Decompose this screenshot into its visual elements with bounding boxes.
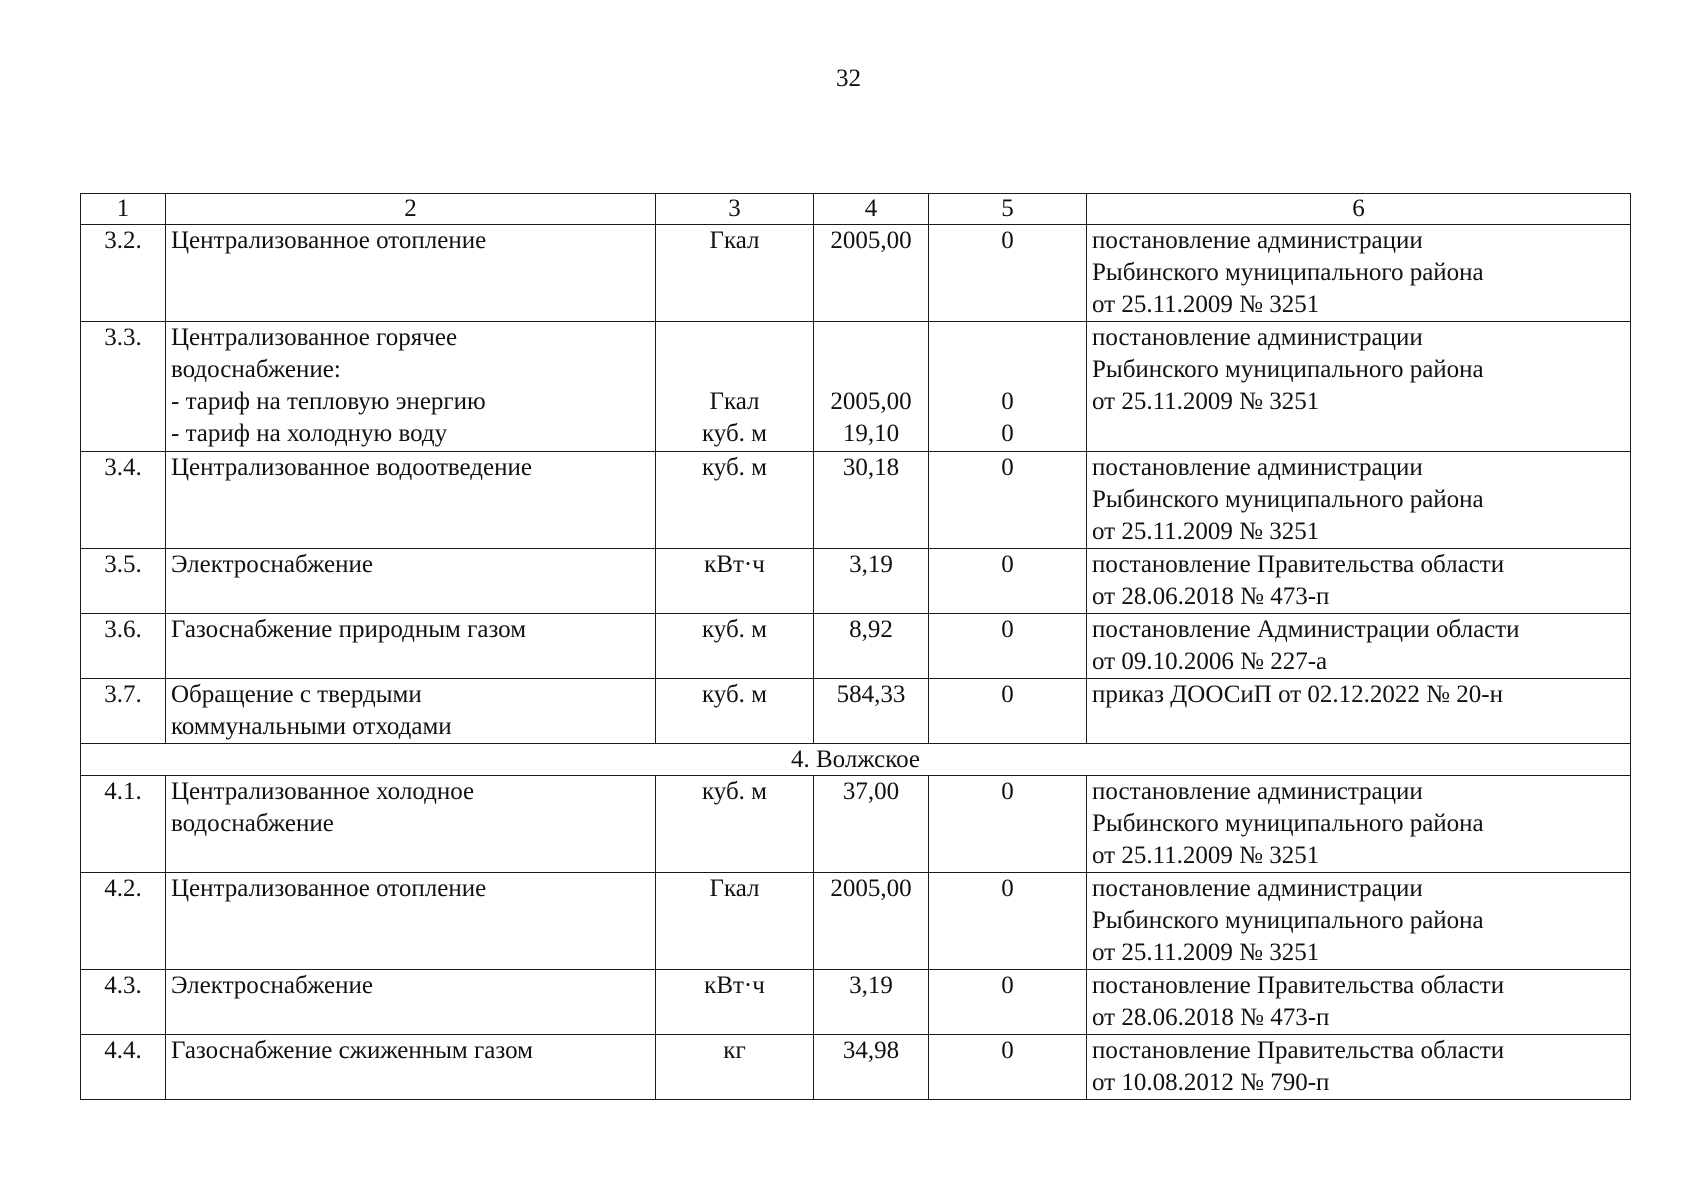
col5-cell-line: 0 <box>1001 681 1014 708</box>
col5-cell <box>929 776 1087 873</box>
value-cell <box>814 679 929 744</box>
service-name-cell-line: Обращение с твердыми <box>171 681 422 708</box>
col5-cell-line <box>934 354 1081 386</box>
service-name-cell <box>166 776 656 873</box>
unit-cell <box>656 776 814 873</box>
service-name-cell-line: Централизованное холодное <box>171 778 475 805</box>
service-name-cell-line: Централизованное водоотведение <box>171 454 532 481</box>
unit-cell <box>656 614 814 679</box>
col5-cell-line: 0 <box>1001 1037 1014 1064</box>
value-cell <box>814 225 929 322</box>
row-number-cell: 4.2. <box>81 873 166 970</box>
unit-cell-line: кВт·ч <box>704 551 765 578</box>
unit-cell-line: кВт·ч <box>704 972 765 999</box>
document-reference-cell <box>1087 970 1631 1035</box>
col5-cell-line: 0 <box>1001 875 1014 902</box>
unit-cell-line <box>661 354 808 386</box>
service-name-cell-line: - тариф на тепловую энергию <box>171 388 486 415</box>
document-reference-cell-line: от 28.06.2018 № 473-п <box>1092 1004 1330 1031</box>
service-name-cell-line: Централизованное горячее <box>171 324 458 351</box>
row-number-cell: 3.6. <box>81 614 166 679</box>
unit-cell <box>656 970 814 1035</box>
unit-cell-line <box>661 322 808 354</box>
table-row <box>81 322 1631 452</box>
service-name-cell <box>166 970 656 1035</box>
table-row <box>81 776 1631 873</box>
document-reference-cell-line: постановление Правительства области <box>1092 551 1505 578</box>
value-cell <box>814 549 929 614</box>
row-number-cell: 3.3. <box>81 322 166 452</box>
table-row <box>81 452 1631 549</box>
table-row <box>81 873 1631 970</box>
value-cell <box>814 776 929 873</box>
document-reference-cell-line: постановление Правительства области <box>1092 972 1505 999</box>
row-number-cell: 3.2. <box>81 225 166 322</box>
value-cell-line: 2005,00 <box>830 875 912 902</box>
row-number-cell: 3.7. <box>81 679 166 744</box>
document-reference-cell-line: постановление администрации <box>1092 324 1423 351</box>
document-reference-cell-line: постановление администрации <box>1092 227 1423 254</box>
document-reference-cell-line: постановление администрации <box>1092 778 1423 805</box>
document-reference-cell-line: от 25.11.2009 № 3251 <box>1092 388 1320 415</box>
document-reference-cell-line: Рыбинского муниципального района <box>1092 356 1484 383</box>
value-cell-line <box>819 322 923 354</box>
col5-cell <box>929 970 1087 1035</box>
unit-cell <box>656 679 814 744</box>
row-number-cell: 4.3. <box>81 970 166 1035</box>
service-name-cell <box>166 679 656 744</box>
value-cell-line: 2005,00 <box>830 388 912 415</box>
document-reference-cell-line: Рыбинского муниципального района <box>1092 486 1484 513</box>
document-reference-cell-line: постановление Правительства области <box>1092 1037 1505 1064</box>
header-cell: 4 <box>814 194 929 225</box>
section-header-row <box>81 744 1631 776</box>
service-name-cell-line: водоснабжение <box>171 810 334 837</box>
unit-cell-line: куб. м <box>701 420 767 447</box>
service-name-cell <box>166 1035 656 1100</box>
service-name-cell-line: водоснабжение: <box>171 356 341 383</box>
document-reference-cell-line: Рыбинского муниципального района <box>1092 810 1484 837</box>
service-name-cell <box>166 614 656 679</box>
unit-cell <box>656 452 814 549</box>
value-cell-line: 3,19 <box>849 972 893 999</box>
service-name-cell <box>166 225 656 322</box>
col5-cell <box>929 679 1087 744</box>
document-reference-cell-line: от 25.11.2009 № 3251 <box>1092 518 1320 545</box>
value-cell-line: 3,19 <box>849 551 893 578</box>
col5-cell-line: 0 <box>1001 616 1014 643</box>
document-reference-cell <box>1087 873 1631 970</box>
document-reference-cell-line: постановление Администрации области <box>1092 616 1520 643</box>
col5-cell-line: 0 <box>1001 454 1014 481</box>
document-reference-cell-line: постановление администрации <box>1092 454 1423 481</box>
document-reference-cell-line: от 28.06.2018 № 473-п <box>1092 583 1330 610</box>
document-reference-cell-line: Рыбинского муниципального района <box>1092 259 1484 286</box>
service-name-cell-line: коммунальными отходами <box>171 713 452 740</box>
document-reference-cell <box>1087 549 1631 614</box>
unit-cell-line: куб. м <box>701 616 767 643</box>
document-reference-cell-line: от 10.08.2012 № 790-п <box>1092 1069 1330 1096</box>
document-reference-cell-line: приказ ДООСиП от 02.12.2022 № 20-н <box>1092 681 1503 708</box>
document-reference-cell-line: от 09.10.2006 № 227-а <box>1092 648 1328 675</box>
unit-cell <box>656 225 814 322</box>
unit-cell <box>656 1035 814 1100</box>
tariff-table <box>80 193 1631 1100</box>
value-cell <box>814 970 929 1035</box>
service-name-cell <box>166 452 656 549</box>
col5-cell-line: 0 <box>1001 388 1014 415</box>
document-reference-cell <box>1087 679 1631 744</box>
header-cell: 2 <box>166 194 656 225</box>
value-cell-line: 19,10 <box>842 420 900 447</box>
section-title: 4. Волжское <box>81 744 1631 776</box>
table-row <box>81 614 1631 679</box>
table-row <box>81 679 1631 744</box>
table-row <box>81 970 1631 1035</box>
unit-cell <box>656 873 814 970</box>
col5-cell <box>929 1035 1087 1100</box>
document-reference-cell <box>1087 452 1631 549</box>
row-number-cell: 4.1. <box>81 776 166 873</box>
document-reference-cell <box>1087 322 1631 452</box>
document-reference-cell-line: от 25.11.2009 № 3251 <box>1092 939 1320 966</box>
page-number: 32 <box>836 65 861 92</box>
document-reference-cell-line: Рыбинского муниципального района <box>1092 907 1484 934</box>
row-number-cell: 3.4. <box>81 452 166 549</box>
value-cell-line <box>819 354 923 386</box>
service-name-cell <box>166 549 656 614</box>
service-name-cell-line: - тариф на холодную воду <box>171 420 448 447</box>
value-cell <box>814 614 929 679</box>
unit-cell-line: Гкал <box>709 227 760 254</box>
header-cell: 3 <box>656 194 814 225</box>
value-cell-line: 30,18 <box>842 454 900 481</box>
col5-cell <box>929 225 1087 322</box>
document-reference-cell-line: от 25.11.2009 № 3251 <box>1092 291 1320 318</box>
service-name-cell-line: Централизованное отопление <box>171 875 487 902</box>
value-cell-line: 34,98 <box>842 1037 900 1064</box>
row-number-cell: 4.4. <box>81 1035 166 1100</box>
service-name-cell-line: Газоснабжение природным газом <box>171 616 527 643</box>
document-reference-cell-line: от 25.11.2009 № 3251 <box>1092 842 1320 869</box>
document-reference-cell <box>1087 614 1631 679</box>
unit-cell-line: куб. м <box>701 778 767 805</box>
col5-cell-line: 0 <box>1001 227 1014 254</box>
col5-cell-line: 0 <box>1001 972 1014 999</box>
unit-cell-line: кг <box>723 1037 746 1064</box>
table-row <box>81 225 1631 322</box>
col5-cell-line: 0 <box>1001 551 1014 578</box>
col5-cell-line <box>934 322 1081 354</box>
unit-cell-line: Гкал <box>709 875 760 902</box>
service-name-cell-line: Электроснабжение <box>171 972 373 999</box>
col5-cell-line: 0 <box>1001 778 1014 805</box>
value-cell <box>814 1035 929 1100</box>
table-row <box>81 1035 1631 1100</box>
document-reference-cell <box>1087 776 1631 873</box>
value-cell-line: 2005,00 <box>830 227 912 254</box>
col5-cell <box>929 614 1087 679</box>
service-name-cell-line: Газоснабжение сжиженным газом <box>171 1037 533 1064</box>
col5-cell <box>929 873 1087 970</box>
value-cell <box>814 322 929 452</box>
document-reference-cell <box>1087 225 1631 322</box>
document-reference-cell-line: постановление администрации <box>1092 875 1423 902</box>
unit-cell <box>656 322 814 452</box>
col5-cell <box>929 322 1087 452</box>
service-name-cell <box>166 322 656 452</box>
service-name-cell <box>166 873 656 970</box>
column-number-header-row <box>81 194 1631 225</box>
unit-cell-line: куб. м <box>701 454 767 481</box>
col5-cell <box>929 452 1087 549</box>
unit-cell-line: куб. м <box>701 681 767 708</box>
unit-cell-line: Гкал <box>709 388 760 415</box>
row-number-cell: 3.5. <box>81 549 166 614</box>
col5-cell-line: 0 <box>1001 420 1014 447</box>
service-name-cell-line: Централизованное отопление <box>171 227 487 254</box>
col5-cell <box>929 549 1087 614</box>
document-reference-cell <box>1087 1035 1631 1100</box>
unit-cell <box>656 549 814 614</box>
value-cell-line: 37,00 <box>842 778 900 805</box>
table-row <box>81 549 1631 614</box>
header-cell: 6 <box>1087 194 1631 225</box>
header-cell: 5 <box>929 194 1087 225</box>
service-name-cell-line: Электроснабжение <box>171 551 373 578</box>
header-cell: 1 <box>81 194 166 225</box>
value-cell-line: 8,92 <box>849 616 893 643</box>
value-cell-line: 584,33 <box>836 681 906 708</box>
value-cell <box>814 873 929 970</box>
value-cell <box>814 452 929 549</box>
